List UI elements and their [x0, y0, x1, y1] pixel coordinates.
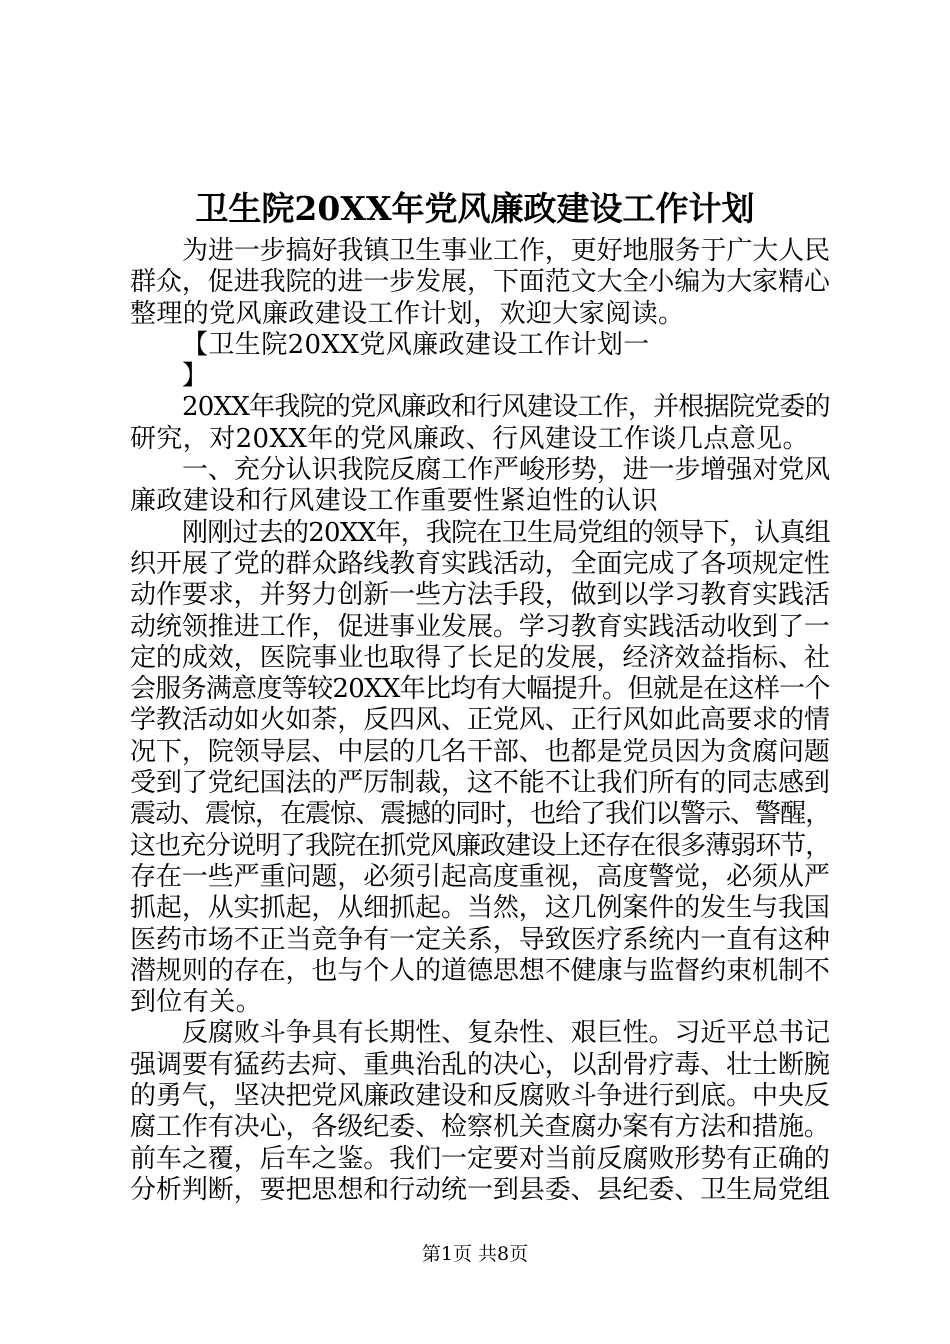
- text-line: 存在一些严重问题，必须引起高度重视，高度警觉，必须从严: [130, 861, 830, 892]
- document-body: [130, 236, 830, 1206]
- text-line: 会服务满意度等较20XX年比均有大幅提升。但就是在这样一个: [130, 674, 830, 705]
- text-line: 前车之覆，后车之鉴。我们一定要对当前反腐败形势有正确的: [130, 1143, 830, 1174]
- text-line: 况下，院领导层、中层的几名干部、也都是党员因为贪腐问题: [130, 736, 830, 767]
- text-line: 到位有关。: [130, 987, 263, 1018]
- page-footer: 第1页 共8页: [421, 1243, 529, 1265]
- text-line: 抓起，从实抓起，从细抓起。当然，这几例案件的发生与我国: [130, 893, 830, 924]
- text-line: 研究，对20XX年的党风廉政、行风建设工作谈几点意见。: [130, 423, 809, 454]
- text-line: 医药市场不正当竞争有一定关系，导致医疗系统内一直有这种: [130, 924, 830, 955]
- text-line: 震动、震惊，在震惊、震撼的同时，也给了我们以警示、警醒，: [130, 799, 831, 830]
- text-line: 学教活动如火如荼，反四风、正党风、正行风如此高要求的情: [130, 705, 830, 736]
- text-line: 定的成效，医院事业也取得了长足的发展，经济效益指标、社: [130, 642, 830, 673]
- text-line: 廉政建设和行风建设工作重要性紧迫性的认识: [130, 486, 659, 517]
- text-line: 】: [182, 361, 209, 392]
- text-line: 织开展了党的群众路线教育实践活动，全面完成了各项规定性: [130, 548, 830, 579]
- text-line: 的勇气，坚决把党风廉政建设和反腐败斗争进行到底。中央反: [130, 1081, 830, 1112]
- text-line: 动作要求，并努力创新一些方法手段，做到以学习教育实践活: [130, 580, 830, 611]
- text-line: 为进一步搞好我镇卫生事业工作，更好地服务于广大人民: [182, 236, 831, 266]
- text-line: 20XX年我院的党风廉政和行风建设工作，并根据院党委的: [182, 392, 830, 423]
- text-line: 强调要有猛药去疴、重典治乱的决心，以刮骨疗毒、壮士断腕: [130, 1049, 830, 1080]
- text-line: 群众，促进我院的进一步发展，下面范文大全小编为大家精心: [130, 267, 830, 298]
- text-line: 潜规则的存在，也与个人的道德思想不健康与监督约束机制不: [130, 955, 830, 986]
- text-line: 动统领推进工作，促进事业发展。学习教育实践活动收到了一: [130, 611, 830, 642]
- text-line: 这也充分说明了我院在抓党风廉政建设上还存在很多薄弱环节，: [130, 830, 831, 861]
- text-line: 【卫生院20XX党风廉政建设工作计划一: [182, 329, 650, 360]
- text-line: 腐工作有决心，各级纪委、检察机关查腐办案有方法和措施。: [130, 1112, 830, 1143]
- text-line: 刚刚过去的20XX年，我院在卫生局党组的领导下，认真组: [182, 517, 830, 548]
- text-line: 一、充分认识我院反腐工作严峻形势，进一步增强对党风: [182, 455, 831, 486]
- text-line: 分析判断，要把思想和行动统一到县委、县纪委、卫生局党组: [130, 1174, 830, 1205]
- page-title: 卫生院20XX年党风廉政建设工作计划: [195, 189, 755, 228]
- text-line: 整理的党风廉政建设工作计划，欢迎大家阅读。: [130, 298, 685, 329]
- text-line: 反腐败斗争具有长期性、复杂性、艰巨性。习近平总书记: [182, 1018, 831, 1049]
- text-line: 受到了党纪国法的严厉制裁，这不能不让我们所有的同志感到: [130, 768, 830, 799]
